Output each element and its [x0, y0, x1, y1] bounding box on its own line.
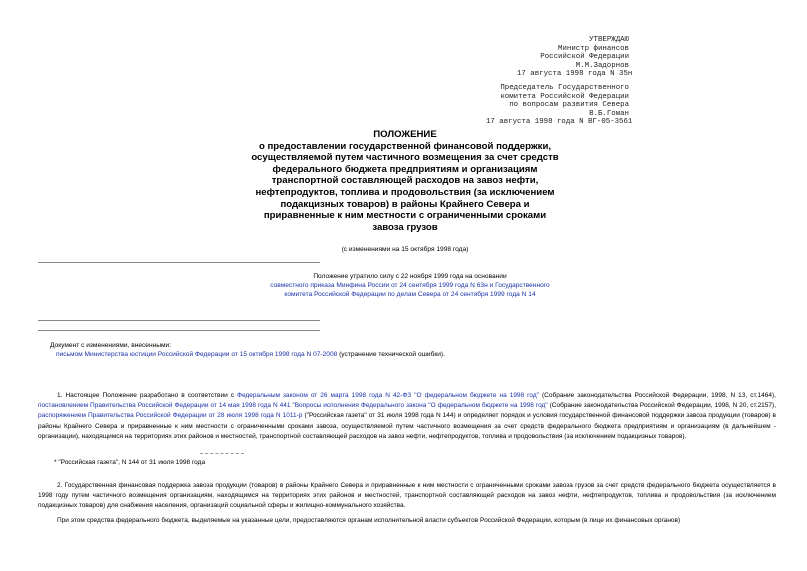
- changes-tail: (устранение технической ошибки).: [337, 351, 445, 358]
- footnote: * "Российская газета", N 144 от 31 июля 1998 года: [54, 459, 206, 466]
- p1-link-law[interactable]: Федеральным законом от 26 марта 1998 года N 42-ФЗ "О федеральном бюджете на 1998 год": [237, 392, 539, 399]
- approval-line: комитета Российской Федерации: [500, 92, 629, 101]
- changes-label: Документ с изменениями, внесенными:: [50, 342, 172, 349]
- amendment-note: (с изменениями на 15 октября 1998 года): [341, 246, 469, 253]
- paragraph-2: 2. Государственная финансовая поддержка завоза продукции (товаров) в районы Крайнего Севера и приравненные к ним местности с ограниченными сроками завоза грузов за счет средств федерального бюджета осуществляется в 1998 году путем частичного возмещения организациям, находящимся на территориях этих районов и местностей, транспортной составляющей расходов на завоз нефти, нефтепродуктов, топлива и продовольствия (за исключением подакцизных товаров) для снабжения населения, организаций социальной сферы и жилищно-коммунального хозяйства.: [38, 482, 776, 510]
- approval-line: Российской Федерации: [540, 53, 629, 62]
- paragraph-1: [38, 391, 776, 442]
- approval-line: М.М.Задорнов: [575, 61, 629, 70]
- footnote-rule: [200, 453, 244, 454]
- p1-text: ("Российская газета" от 31 июля 1998 года N 144) и определяет порядок и условия государственной финансовой поддержки завоза продукции (товаров) в районы Крайнего Севера и приравненные к ним местности с ограниченными сроками завоза, осуществляемой путем частичного возмещения за счет средств федерального бюджета предприятиям и организациям (в дальнейшем - организации), находящимся на территориях этих районов и местностей, транспортной составляющей расходов на завоз нефти, нефтепродуктов, топлива и продовольствия (за исключением подакцизных товаров).: [38, 412, 776, 440]
- separator-rule: [38, 320, 320, 321]
- approval-line: Председатель Государственного: [500, 84, 629, 92]
- p1-text: (Собрание законодательства Российской Федерации, 1998, N 13, ст.1464),: [538, 392, 776, 399]
- approval-line: Министр финансов: [558, 44, 629, 53]
- changes-link[interactable]: письмом Министерства юстиции Российской Федерации от 15 октября 1998 года N 07-2008: [56, 351, 338, 358]
- approval-line: 17 августа 1998 года N 35н: [517, 70, 633, 79]
- lost-force-link[interactable]: совместного приказа Минфина России от 24 сентября 1999 года N 63н и Государственного комитета Российской Федерации по делам Севера от 24 сентября 1999 года N 14: [270, 282, 550, 298]
- p1-text: 1. Настоящее Положение разработано в соответствии с: [57, 392, 238, 399]
- p1-link-order[interactable]: распоряжением Правительства Российской Федерации от 28 июля 1998 года N 1011-р: [38, 412, 303, 420]
- approval-line: 17 августа 1998 года N ВГ-05-3561: [486, 118, 633, 127]
- document-title: [250, 129, 560, 233]
- approval-line: по вопросам развития Севера: [509, 101, 629, 110]
- p1-text: (Собрание законодательства Российской Федерации, 1998, N 20, ст.2157),: [547, 402, 777, 410]
- changes-note: [50, 341, 610, 359]
- approval-block: [517, 36, 633, 79]
- lost-force-note: [270, 272, 550, 299]
- title-text: о предоставлении государственной финансовой поддержки, осуществляемой путем частичного возмещения за счет средств федерального бюджета предприятиям и организациям транспортной составляющей расходов на завоз нефти, нефтепродуктов, топлива и продовольствия (за исключением подакцизных товаров) в районы Крайнего Севера и приравненные к ним местности с ограниченными сроками завоза грузов: [251, 140, 559, 233]
- title-heading: ПОЛОЖЕНИЕ: [373, 129, 437, 140]
- approval-line: УТВЕРЖДАЮ: [589, 36, 629, 44]
- paragraph-3: При этом средства федерального бюджета, выделяемые на указанные цели, предоставляются органам исполнительной власти субъектов Российской Федерации, которым (в лице их финансовых органов): [57, 517, 681, 524]
- p1-link-decree[interactable]: постановлением Правительства Российской Федерации от 14 мая 1998 года N 441 "Вопросы исполнения Федерального закона "О федеральном бюджете на 1998 год": [38, 402, 548, 410]
- separator-rule: [38, 330, 320, 331]
- approval-line: В.Б.Гоман: [589, 109, 629, 118]
- separator-rule: [38, 262, 320, 263]
- approval-block-2: [486, 84, 633, 127]
- lost-force-text: Положение утратило силу с 22 ноября 1999 года на основании: [313, 273, 507, 280]
